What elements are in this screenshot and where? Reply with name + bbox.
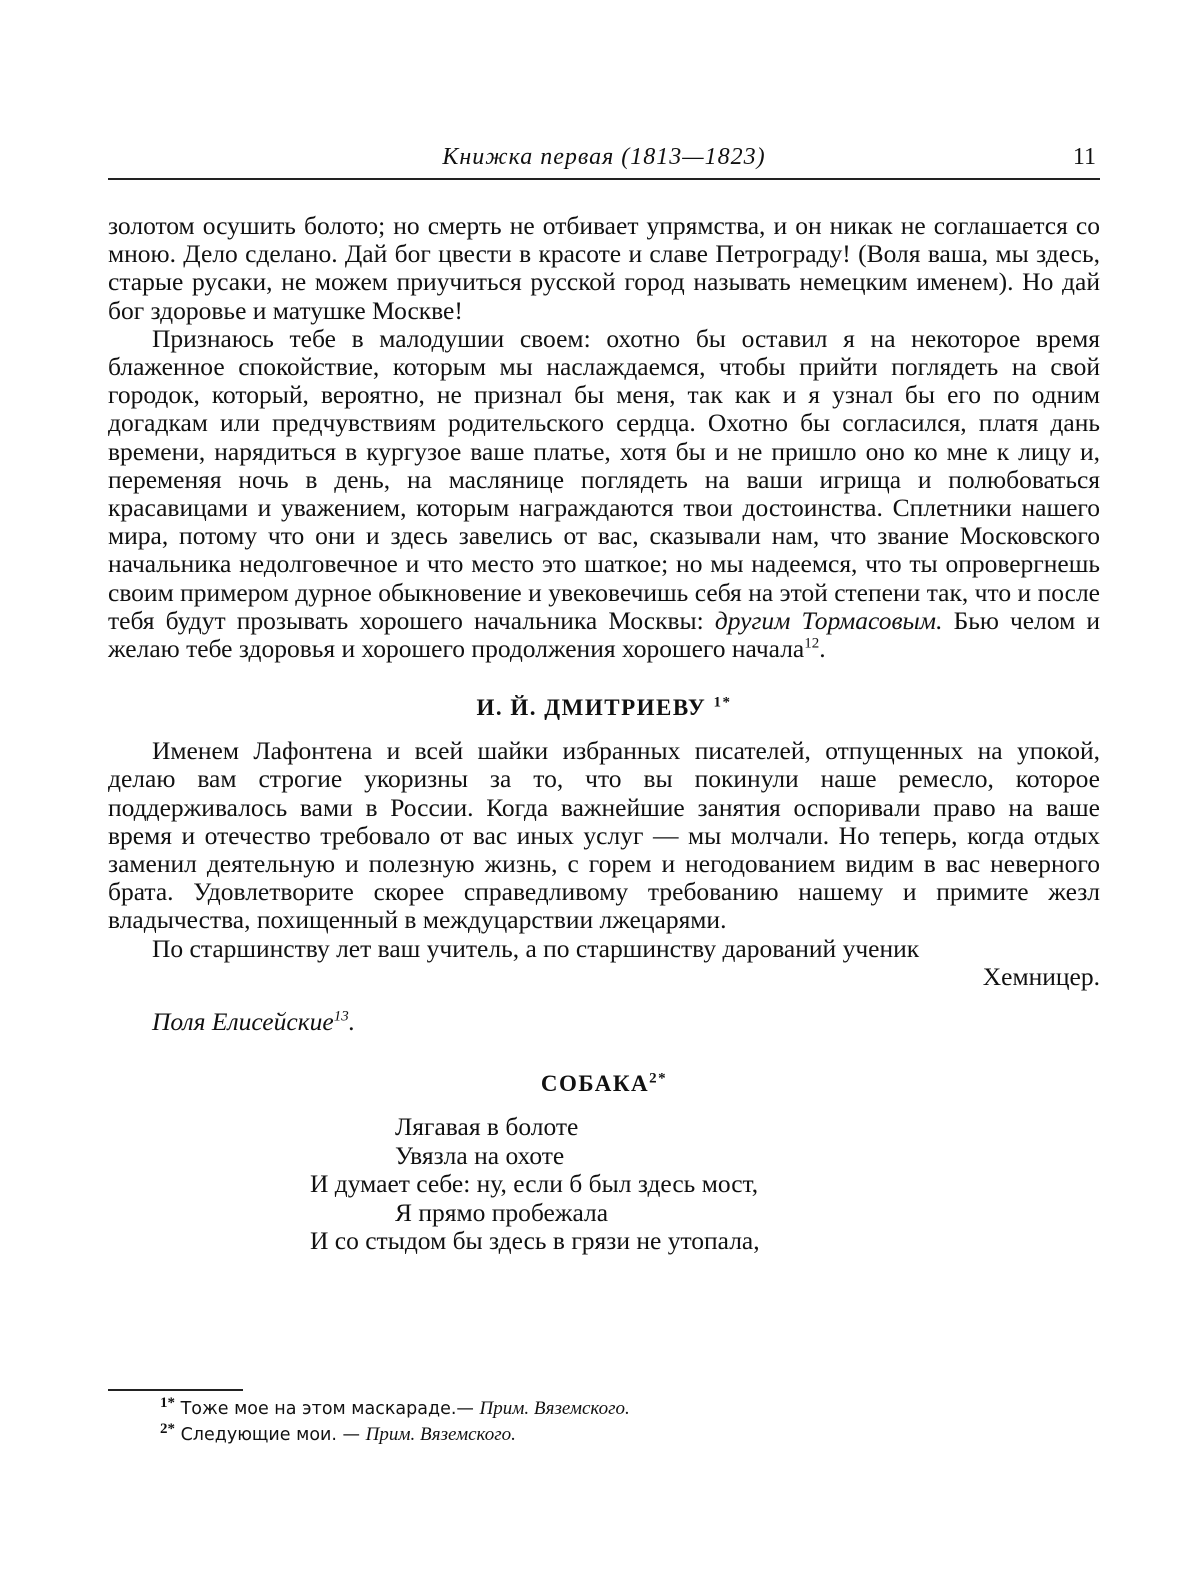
poem-verse	[108, 1113, 1100, 1256]
section-heading-sobaka	[108, 1071, 1100, 1097]
footnote-mark: 2*	[160, 1421, 175, 1438]
footnotes	[160, 1396, 1060, 1448]
verse-line: Я прямо пробежала	[395, 1197, 609, 1227]
footnote-rule	[108, 1389, 243, 1391]
verse-line: И со стыдом бы здесь в грязи не утопала,	[310, 1226, 760, 1256]
verse-line: Увязла на охоте	[395, 1140, 565, 1170]
section-heading-sobaka-text: СОБАКА	[540, 1071, 650, 1097]
paragraph-admission-italic: другим Тормасовым.	[714, 605, 943, 635]
footnote-text: Следующие мои. —	[180, 1425, 366, 1445]
running-head	[108, 140, 1100, 180]
running-title: Книжка первая (1813—1823)	[442, 144, 766, 170]
heading-ref-1: 1*	[713, 694, 732, 711]
paragraph-admission	[108, 325, 1100, 663]
footnote-mark: 1*	[160, 1395, 175, 1412]
paragraph-continued: золотом осушить болото; но смерть не отбивает упрямства, и он никак не соглашается со мною. Дело сделано. Дай бог цвести в красоте и славе Петрограду! (Воля ваша, мы здесь, старые русаки, не можем приучиться русской город называть немецким именем). Но дай бог здоровье и матушке Москве!	[108, 211, 1100, 325]
footnote	[160, 1422, 1060, 1448]
footnote-attribution: Прим. Вяземского.	[479, 1398, 630, 1419]
note-ref-12: 12	[804, 635, 820, 652]
footnote	[160, 1396, 1060, 1422]
section-heading-dmitriev	[108, 695, 1100, 721]
footnote-text: Тоже мое на этом маскараде.—	[180, 1399, 480, 1419]
letter-paragraph: Именем Лафонтена и всей шайки избранных писателей, отпущенных на упокой, делаю вам строгие укоризны за то, что вы покинули наше ремесло, которое поддерживалось вами в России. Когда важнейшие занятия оспоривали право на ваше время и отечество требовало от вас иных услуг — мы молчали. Но теперь, когда отдых заменил деятельную и полезную жизнь, с горем и негодованием видим в вас неверного брата. Удовлетворите скорее справедливому требованию нашему и примите жезл владычества, похищенный в междуцарствии лжецарями.	[108, 736, 1100, 935]
footnote-attribution: Прим. Вяземского.	[365, 1424, 516, 1445]
paragraph-admission-text: Признаюсь тебе в малодушии своем: охотно бы оставил я на некоторое время блаженное спокойствие, которым мы наслаждаемся, чтобы прийти поглядеть на свой городок, который, вероятно, не признал бы меня, так как и я узнал бы его по одним догадкам или предчувствиям родительского сердца. Охотно бы согласился, платя дань времени, нарядиться в кургузое ваше платье, хотя бы и не пришло оно ко мне к лицу и, переменяя ночь в день, на масляницe поглядеть на ваши игрища и полюбоваться красавицами и уважением, которым награждаются твои достоинства. Сплетники нашего мира, потому что они и здесь завелись от вас, сказывали нам, что звание Московского начальника недолговечное и что место это шаткое; но мы надеемся, что ты опровергнешь своим примером дурное обыкновение и увековечишь себя на этой степени так, что и после тебя будут прозывать хорошего начальника Москвы:	[108, 323, 1100, 635]
paragraph-admission-tail: Бью челом и желаю тебе здоровья и хорошего продолжения хорошего начала	[108, 605, 1100, 664]
note-ref-13: 13	[333, 1008, 349, 1025]
letter-place-end: .	[348, 1007, 356, 1037]
page-body	[108, 212, 1100, 1256]
heading-ref-2: 2*	[649, 1070, 668, 1087]
verse-line: Лягавая в болоте	[395, 1112, 579, 1142]
section-heading-dmitriev-text: И. Й. ДМИТРИЕВУ	[476, 695, 707, 721]
letter-place	[152, 1007, 1100, 1037]
letter-signature: Хемницер.	[982, 961, 1100, 991]
paragraph-admission-end: .	[819, 634, 826, 664]
letter-place-text: Поля Елисейские	[152, 1007, 334, 1037]
page-number: 11	[1072, 144, 1096, 170]
verse-line: И думает себе: ну, если б был здесь мост,	[310, 1169, 759, 1199]
letter-closing: По старшинству лет ваш учитель, а по старшинству дарований ученик	[152, 933, 920, 963]
